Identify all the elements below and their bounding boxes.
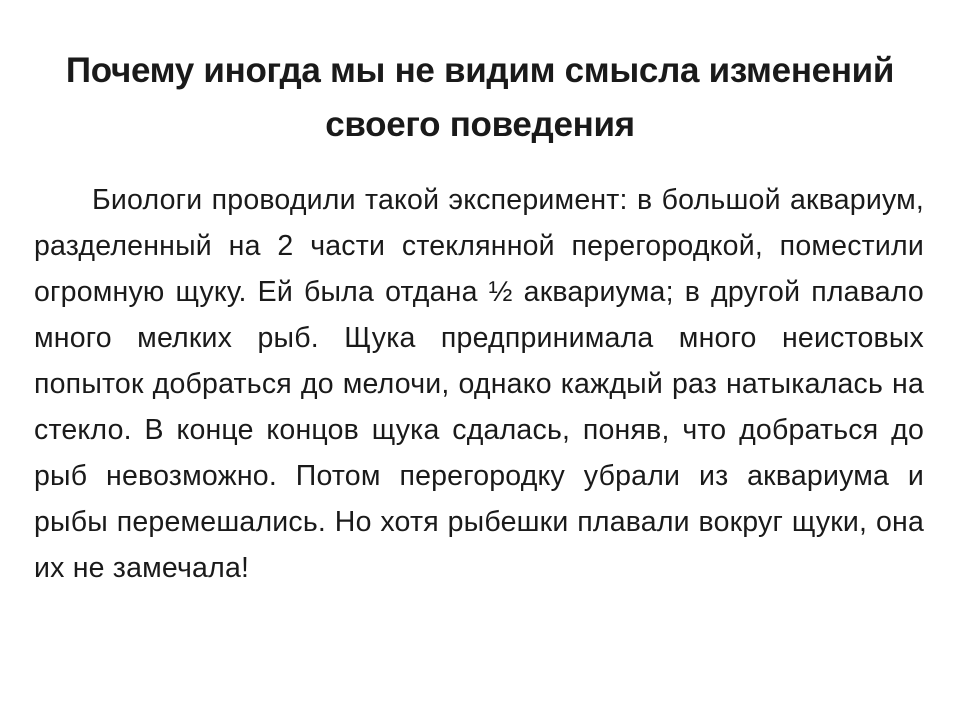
slide-title: Почему иногда мы не видим смысла изменений своего поведения xyxy=(65,51,895,144)
slide-body-paragraph: Биологи проводили такой эксперимент: в большой аквариум, разделенный на 2 части стеклянной перегородкой, поместили огромную щуку. Ей была отдана ½ аквариума; в другой плавало много мелких рыб. Щука предпринимала много неистовых попыток добраться до мелочи, однако каждый раз натыкалась на стекло. В конце концов щука сдалась, поняв, что добраться до рыб невозможно. Потом перегородку убрали из аквариума и рыбы перемешались. Но хотя рыбешки плавали вокруг щуки, она их не замечала! xyxy=(34,184,924,584)
